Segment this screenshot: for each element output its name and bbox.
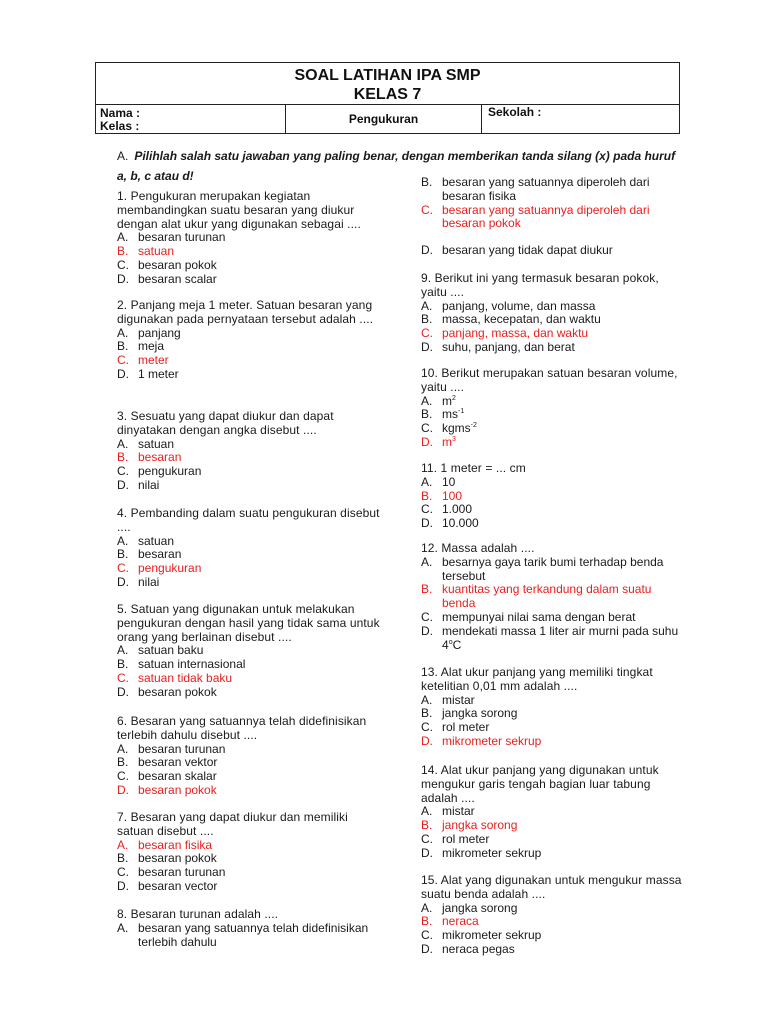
question-7 (117, 811, 382, 894)
question-13 (421, 666, 686, 749)
option-letter: C. (421, 720, 433, 735)
question-4 (117, 507, 382, 590)
option-text (138, 368, 382, 382)
option-letter: B. (117, 339, 129, 354)
option-text (138, 922, 387, 950)
answer-option-b[interactable] (117, 340, 382, 354)
option-letter: A. (421, 298, 433, 313)
question-text: 13. Alat ukur panjang yang memiliki tingkat ketelitian 0,01 mm adalah .... (421, 665, 653, 693)
option-text-value: besaran yang tidak dapat diukur (442, 243, 613, 258)
option-letter: D. (117, 271, 129, 286)
kelas-label: Kelas : (100, 119, 140, 133)
option-text (138, 756, 389, 770)
grade-title: KELAS 7 (353, 86, 422, 103)
option-letter: B. (117, 657, 129, 672)
answer-option-a[interactable] (421, 694, 686, 708)
answer-option-d[interactable] (117, 368, 382, 382)
option-letter: B. (421, 818, 433, 833)
option-text-value: ms (442, 407, 458, 422)
option-text (138, 576, 382, 590)
option-text-value: satuan tidak baku (138, 670, 233, 685)
option-text (138, 770, 389, 784)
option-text-value: m (442, 434, 452, 449)
question-text: 7. Besaran yang dapat diukur dan memiliki satuan disebut .... (117, 810, 348, 838)
question-text: 5. Satuan yang digunakan untuk melakukan pengukuran dengan hasil yang tidak sama untuk orang yang berlainan disebut .... (117, 602, 380, 644)
option-text (138, 327, 382, 341)
option-text-value: satuan (138, 436, 175, 451)
option-text-value: nilai (138, 477, 160, 492)
question-11 (421, 462, 686, 531)
option-text-value: besaran pokok (138, 851, 217, 866)
answer-option-d[interactable] (117, 576, 382, 590)
answer-option-a[interactable] (421, 300, 686, 314)
option-text-value: mistar (442, 804, 475, 819)
question-text: 15. Alat yang digunakan untuk mengukur massa suatu benda adalah .... (421, 873, 682, 901)
option-letter: D. (117, 366, 129, 381)
option-text (442, 819, 686, 833)
school-cell (482, 105, 679, 133)
option-letter: D. (117, 477, 129, 492)
answer-option-b[interactable] (421, 176, 686, 204)
option-text-value: besaran scalar (138, 271, 217, 286)
option-superscript: -1 (458, 408, 465, 416)
answer-option-a[interactable] (421, 476, 686, 490)
question-6 (117, 715, 389, 798)
option-text-value: jangka sorong (442, 818, 518, 833)
option-letter: A. (421, 900, 433, 915)
option-text-value: jangka sorong (442, 900, 518, 915)
option-text-value: mempunyai nilai sama dengan berat (442, 609, 636, 624)
option-letter: B. (421, 706, 433, 721)
option-superscript: o (448, 638, 453, 646)
answer-option-a[interactable] (117, 743, 389, 757)
topic-cell (286, 105, 482, 133)
option-text-value: rol meter (442, 831, 490, 846)
answer-option-b[interactable] (421, 583, 686, 611)
option-letter: D. (421, 516, 433, 531)
option-letter: B. (421, 175, 433, 189)
option-letter: C. (117, 353, 129, 368)
option-text-value: massa, kecepatan, dan waktu (442, 312, 601, 327)
option-text (138, 866, 382, 880)
option-letter: C. (421, 831, 433, 846)
option-text-value: mikrometer sekrup (442, 928, 542, 943)
answer-option-c[interactable] (421, 503, 686, 517)
option-text-value: meja (138, 339, 165, 354)
option-text-value: panjang (138, 325, 181, 340)
option-text (442, 244, 686, 258)
answer-option-b[interactable] (421, 707, 686, 721)
option-text (442, 735, 686, 749)
answer-option-b[interactable] (117, 548, 382, 562)
option-text (442, 476, 686, 490)
answer-option-d[interactable] (117, 784, 389, 798)
answer-option-d[interactable] (421, 244, 686, 258)
option-text (442, 943, 686, 957)
option-text-value: neraca pegas (442, 941, 515, 956)
question-text: 6. Besaran yang satuannya telah didefinisikan terlebih dahulu disebut .... (117, 714, 367, 742)
option-letter: C. (421, 421, 433, 436)
question-9 (421, 272, 686, 355)
option-text (442, 583, 686, 611)
option-letter: A. (117, 533, 129, 548)
option-letter: B. (117, 755, 129, 770)
option-text (138, 839, 382, 853)
option-letter: A. (117, 643, 129, 658)
option-text (442, 929, 686, 943)
question-text: 4. Pembanding dalam suatu pengukuran disebut .... (117, 506, 380, 534)
option-text (138, 535, 382, 549)
option-letter: D. (421, 243, 433, 258)
option-text (138, 354, 382, 368)
question-14 (421, 764, 686, 861)
option-letter: A. (117, 230, 129, 245)
option-letter: A. (117, 837, 129, 852)
answer-option-c[interactable] (117, 259, 382, 273)
answer-option-c[interactable] (421, 611, 686, 625)
answer-option-c[interactable] (421, 422, 686, 436)
option-letter: C. (421, 928, 433, 943)
option-text (138, 784, 389, 798)
option-text (442, 694, 686, 708)
option-text (442, 902, 686, 916)
question-text: 9. Berikut ini yang termasuk besaran pokok, yaitu .... (421, 271, 659, 299)
option-text (138, 451, 382, 465)
option-text (442, 204, 686, 232)
question-3 (117, 410, 382, 493)
answer-option-a[interactable] (117, 922, 387, 950)
option-letter: C. (421, 609, 433, 624)
option-letter: C. (117, 257, 129, 272)
option-text (138, 644, 382, 658)
option-text-value: satuan (138, 533, 175, 548)
question-text: 3. Sesuatu yang dapat diukur dan dapat dinyatakan dengan angka disebut .... (117, 409, 334, 437)
answer-option-c[interactable] (117, 465, 382, 479)
option-text-value: kgms (442, 421, 471, 436)
option-letter: C. (117, 464, 129, 479)
option-text (138, 479, 382, 493)
option-text (442, 313, 686, 327)
answer-option-d[interactable] (421, 625, 686, 653)
option-letter: B. (421, 914, 433, 929)
answer-option-c[interactable] (421, 833, 686, 847)
option-text (138, 658, 382, 672)
instruction-text: Pilihlah salah satu jawaban yang paling benar, dengan memberikan tanda silang (x) pada huruf a, b, c atau d! (117, 149, 676, 183)
option-text (442, 341, 686, 355)
option-letter: C. (421, 326, 433, 341)
option-letter: C. (421, 502, 433, 517)
option-text-value: besaran yang satuannya diperoleh dari besaran pokok (442, 202, 650, 231)
answer-option-a[interactable] (421, 395, 686, 409)
option-text-value: besaran skalar (138, 769, 217, 784)
option-letter: A. (421, 692, 433, 707)
option-letter: D. (421, 339, 433, 354)
option-letter: D. (117, 878, 129, 893)
option-text-value: 1.000 (442, 502, 473, 517)
option-letter: D. (421, 434, 433, 449)
option-text (442, 408, 686, 422)
option-text-value: 1 meter (138, 366, 179, 381)
answer-option-c[interactable] (421, 204, 686, 232)
answer-option-a[interactable] (421, 805, 686, 819)
question-text: 2. Panjang meja 1 meter. Satuan besaran yang digunakan pada pernyataan tersebut adalah .... (117, 298, 374, 326)
option-text (138, 465, 382, 479)
question-text: 10. Berikut merupakan satuan besaran volume, yaitu .... (421, 366, 678, 394)
answer-option-c[interactable] (117, 672, 382, 686)
instruction-section-letter: A. (117, 149, 129, 163)
answer-option-a[interactable] (117, 327, 382, 341)
title-box (96, 63, 679, 105)
answer-option-d[interactable] (421, 943, 686, 957)
option-text-value: besaran turunan (138, 865, 226, 880)
option-text (442, 847, 686, 861)
answer-option-c[interactable] (421, 327, 686, 341)
option-text (138, 562, 382, 576)
option-text (138, 231, 382, 245)
option-text-value: rol meter (442, 720, 490, 735)
answer-option-b[interactable] (421, 408, 686, 422)
answer-option-a[interactable] (117, 438, 382, 452)
option-letter: A. (421, 393, 433, 408)
worksheet-title: SOAL LATIHAN IPA SMP (294, 67, 481, 84)
option-text-value: nilai (138, 574, 160, 589)
question-10 (421, 367, 686, 450)
topic-label: Pengukuran (348, 112, 419, 126)
option-text-value: mikrometer sekrup (442, 845, 542, 860)
option-text-value: pengukuran (138, 464, 202, 479)
option-letter: B. (117, 450, 129, 465)
answer-option-b[interactable] (421, 313, 686, 327)
answer-option-b[interactable] (117, 756, 389, 770)
option-letter: C. (117, 865, 129, 880)
option-text (442, 395, 686, 409)
option-text-value: besaran (138, 450, 182, 465)
option-superscript: -2 (470, 422, 477, 430)
option-text-value: satuan baku (138, 643, 204, 658)
option-text-value: kuantitas yang terkandung dalam suatu benda (442, 582, 652, 611)
option-letter: D. (117, 574, 129, 589)
answer-option-d[interactable] (117, 479, 382, 493)
answer-option-d[interactable] (421, 341, 686, 355)
question-1 (117, 190, 382, 287)
option-letter: A. (421, 554, 433, 569)
answer-option-d[interactable] (421, 517, 686, 531)
option-text-value: mistar (442, 692, 475, 707)
option-text (442, 556, 686, 584)
option-text (138, 548, 382, 562)
option-letter: D. (421, 845, 433, 860)
option-text-value: mikrometer sekrup (442, 733, 542, 748)
option-suffix: C (452, 637, 462, 652)
answer-option-a[interactable] (117, 839, 382, 853)
question-2 (117, 299, 382, 382)
worksheet-header (95, 62, 680, 134)
option-letter: B. (117, 547, 129, 562)
option-letter: B. (421, 488, 433, 503)
option-text (442, 833, 686, 847)
option-text (138, 273, 382, 287)
answer-option-b[interactable] (117, 245, 382, 259)
answer-option-a[interactable] (421, 902, 686, 916)
option-text-value: besaran pokok (138, 257, 217, 272)
option-letter: C. (117, 561, 129, 576)
option-letter: D. (421, 733, 433, 748)
option-letter: B. (117, 851, 129, 866)
answer-option-b[interactable] (421, 915, 686, 929)
option-superscript: 3 (452, 435, 456, 443)
option-letter: C. (117, 670, 129, 685)
option-text-value: besaran yang satuannya telah didefinisikan terlebih dahulu (138, 920, 369, 949)
option-text (442, 176, 686, 204)
option-text (442, 625, 686, 653)
sekolah-label: Sekolah : (488, 105, 542, 119)
answer-option-d[interactable] (421, 847, 686, 861)
question-5 (117, 603, 382, 700)
option-text (138, 743, 389, 757)
option-letter: B. (421, 312, 433, 327)
option-letter: C. (421, 202, 433, 217)
option-text-value: meter (138, 353, 169, 368)
option-letter: D. (421, 623, 433, 638)
student-info-cell (96, 105, 286, 133)
option-text (442, 721, 686, 735)
question-12 (421, 542, 686, 652)
option-letter: B. (117, 244, 129, 259)
option-text (442, 707, 686, 721)
option-text (138, 259, 382, 273)
option-text (138, 880, 382, 894)
option-letter: D. (117, 684, 129, 699)
option-text-value: besaran fisika (138, 837, 213, 852)
option-text-value: 10.000 (442, 516, 479, 531)
answer-option-b[interactable] (117, 658, 382, 672)
option-text-value: besaran turunan (138, 230, 226, 245)
option-text (442, 490, 686, 504)
option-text-value: besaran (138, 547, 182, 562)
answer-option-d[interactable] (421, 735, 686, 749)
answer-option-c[interactable] (421, 929, 686, 943)
option-text-value: pengukuran (138, 561, 202, 576)
option-text-value: satuan (138, 244, 175, 259)
option-text (442, 503, 686, 517)
option-text (442, 422, 686, 436)
option-text-value: jangka sorong (442, 706, 518, 721)
answer-option-c[interactable] (421, 721, 686, 735)
option-letter: D. (421, 941, 433, 956)
answer-option-c[interactable] (117, 866, 382, 880)
option-text-value: 100 (442, 488, 463, 503)
answer-option-d[interactable] (117, 880, 382, 894)
question-text: 8. Besaran turunan adalah .... (117, 907, 279, 921)
option-text (138, 340, 382, 354)
option-letter: A. (117, 436, 129, 451)
option-text-value: besaran vektor (138, 755, 218, 770)
option-text-value: besaran turunan (138, 741, 226, 756)
nama-label: Nama : (100, 106, 141, 120)
answer-option-c[interactable] (117, 562, 382, 576)
option-text-value: besarnya gaya tarik bumi terhadap benda tersebut (442, 554, 664, 583)
answer-option-c[interactable] (117, 770, 389, 784)
answer-option-b[interactable] (117, 852, 382, 866)
option-letter: A. (117, 920, 129, 935)
option-text-value: satuan internasional (138, 657, 246, 672)
option-text (442, 517, 686, 531)
option-letter: B. (421, 407, 433, 422)
option-superscript: 2 (452, 394, 456, 402)
question-text: 11. 1 meter = ... cm (421, 461, 526, 475)
answer-option-b[interactable] (421, 819, 686, 833)
option-letter: A. (117, 741, 129, 756)
option-text (138, 672, 382, 686)
option-text-value: besaran pokok (138, 684, 217, 699)
question-8 (117, 908, 387, 949)
option-text-value: neraca (442, 914, 479, 929)
option-letter: D. (117, 782, 129, 797)
option-letter: A. (117, 325, 129, 340)
option-text (442, 436, 686, 450)
answer-option-c[interactable] (117, 354, 382, 368)
option-text-value: besaran yang satuannya diperoleh dari besaran fisika (442, 175, 650, 203)
question-15 (421, 874, 686, 957)
option-text (138, 438, 382, 452)
question-text: 12. Massa adalah .... (421, 541, 535, 555)
option-text (442, 915, 686, 929)
answer-option-a[interactable] (421, 556, 686, 584)
option-text-value: mendekati massa 1 liter air murni pada suhu 4 (442, 623, 679, 652)
option-text-value: suhu, panjang, dan berat (442, 339, 575, 354)
answer-option-d[interactable] (117, 273, 382, 287)
option-text (442, 327, 686, 341)
answer-option-b[interactable] (421, 490, 686, 504)
option-text-value: besaran vector (138, 878, 218, 893)
option-text-value: panjang, massa, dan waktu (442, 326, 589, 341)
option-text (138, 686, 382, 700)
question-text: 1. Pengukuran merupakan kegiatan membandingkan suatu besaran yang diukur dengan alat ukur yang digunakan sebagai .... (117, 189, 361, 231)
option-letter: B. (421, 582, 433, 597)
option-text (442, 805, 686, 819)
option-letter: A. (421, 804, 433, 819)
option-text-value: besaran pokok (138, 782, 217, 797)
answer-option-d[interactable] (117, 686, 382, 700)
answer-option-a[interactable] (117, 535, 382, 549)
answer-option-a[interactable] (117, 231, 382, 245)
option-text (442, 300, 686, 314)
option-text (138, 245, 382, 259)
option-text-value: 10 (442, 474, 456, 489)
option-letter: C. (117, 769, 129, 784)
question-text: 14. Alat ukur panjang yang digunakan untuk mengukur garis tengah bagian luar tabung adalah .... (421, 763, 659, 805)
answer-option-d[interactable] (421, 436, 686, 450)
question-8-continued (421, 176, 686, 258)
option-text-value: panjang, volume, dan massa (442, 298, 596, 313)
answer-option-a[interactable] (117, 644, 382, 658)
option-text (138, 852, 382, 866)
option-text (442, 611, 686, 625)
option-text-value: m (442, 393, 452, 408)
option-letter: A. (421, 474, 433, 489)
answer-option-b[interactable] (117, 451, 382, 465)
